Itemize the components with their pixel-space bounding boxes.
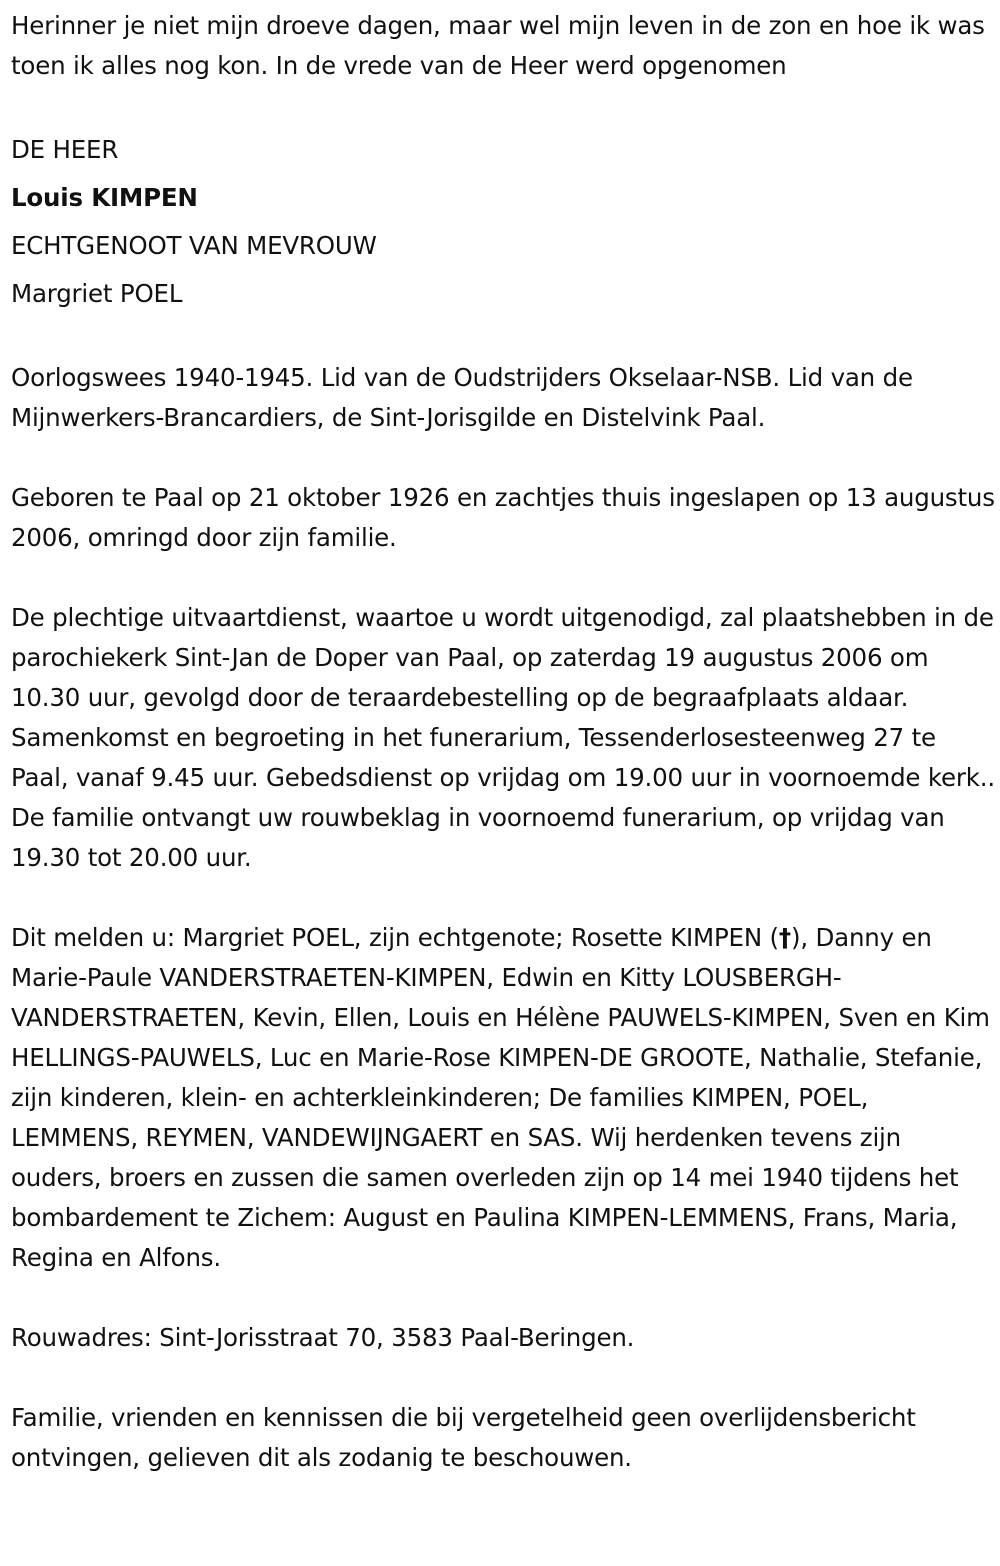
- closing-paragraph: Familie, vrienden en kennissen die bij vergetelheid geen overlijdensbericht ontvingen, gelieven dit als zodanig te beschouwen.: [11, 1403, 916, 1472]
- spacer: [11, 86, 996, 126]
- spacer: [11, 878, 996, 918]
- family-paragraph: [11, 918, 996, 1278]
- cross-icon: †: [778, 923, 791, 952]
- spacer: [11, 1358, 996, 1398]
- birth-death-paragraph: Geboren te Paal op 21 oktober 1926 en zachtjes thuis ingeslapen op 13 augustus 2006, omringd door zijn familie.: [11, 483, 995, 552]
- spacer: [11, 318, 996, 358]
- address-paragraph: Rouwadres: Sint-Jorisstraat 70, 3583 Paal-Beringen.: [11, 1323, 635, 1352]
- service-paragraph: De plechtige uitvaartdienst, waartoe u wordt uitgenodigd, zal plaatshebben in de parochiekerk Sint-Jan de Doper van Paal, op zaterdag 19 augustus 2006 om 10.30 uur, gevolgd door de teraardebestelling op de begraafplaats aldaar. Samenkomst en begroeting in het funerarium, Tessenderlosesteenweg 27 te Paal, vanaf 9.45 uur. Gebedsdienst op vrijdag om 19.00 uur in voornoemde kerk.. De familie ontvangt uw rouwbeklag in voornoemd funerarium, op vrijdag van 19.30 tot 20.00 uur.: [11, 603, 995, 872]
- obituary-document: [11, 6, 996, 1478]
- spouse-name: Margriet POEL: [11, 279, 183, 308]
- deceased-name: Louis KIMPEN: [11, 183, 198, 212]
- spacer: [11, 438, 996, 478]
- memberships-paragraph: Oorlogswees 1940-1945. Lid van de Oudstrijders Okselaar-NSB. Lid van de Mijnwerkers-Brancardiers, de Sint-Jorisgilde en Distelvink Paal.: [11, 363, 913, 432]
- spouse-label: ECHTGENOOT VAN MEVROUW: [11, 231, 377, 260]
- family-text-rest: ), Danny en Marie-Paule VANDERSTRAETEN-KIMPEN, Edwin en Kitty LOUSBERGH-VANDERSTRAETEN, Kevin, Ellen, Louis en Hélène PAUWELS-KIMPEN, Sven en Kim HELLINGS-PAUWELS, Luc en Marie-Rose KIMPEN-DE GROOTE, Nathalie, Stefanie, zijn kinderen, klein- en achterkleinkinderen; De families KIMPEN, POEL, LEMMENS, REYMEN, VANDEWIJNGAERT en SAS. Wij herdenken tevens zijn ouders, broers en zussen die samen overleden zijn op 14 mei 1940 tijdens het bombardement te Zichem: August en Paulina KIMPEN-LEMMENS, Frans, Maria, Regina en Alfons.: [11, 923, 990, 1272]
- family-text-start: Dit melden u: Margriet POEL, zijn echtgenote; Rosette KIMPEN (: [11, 923, 779, 952]
- spacer: [11, 558, 996, 598]
- intro-paragraph: Herinner je niet mijn droeve dagen, maar wel mijn leven in de zon en hoe ik was toen ik alles nog kon. In de vrede van de Heer werd opgenomen: [11, 11, 985, 80]
- spacer: [11, 1278, 996, 1318]
- title-line: DE HEER: [11, 135, 119, 164]
